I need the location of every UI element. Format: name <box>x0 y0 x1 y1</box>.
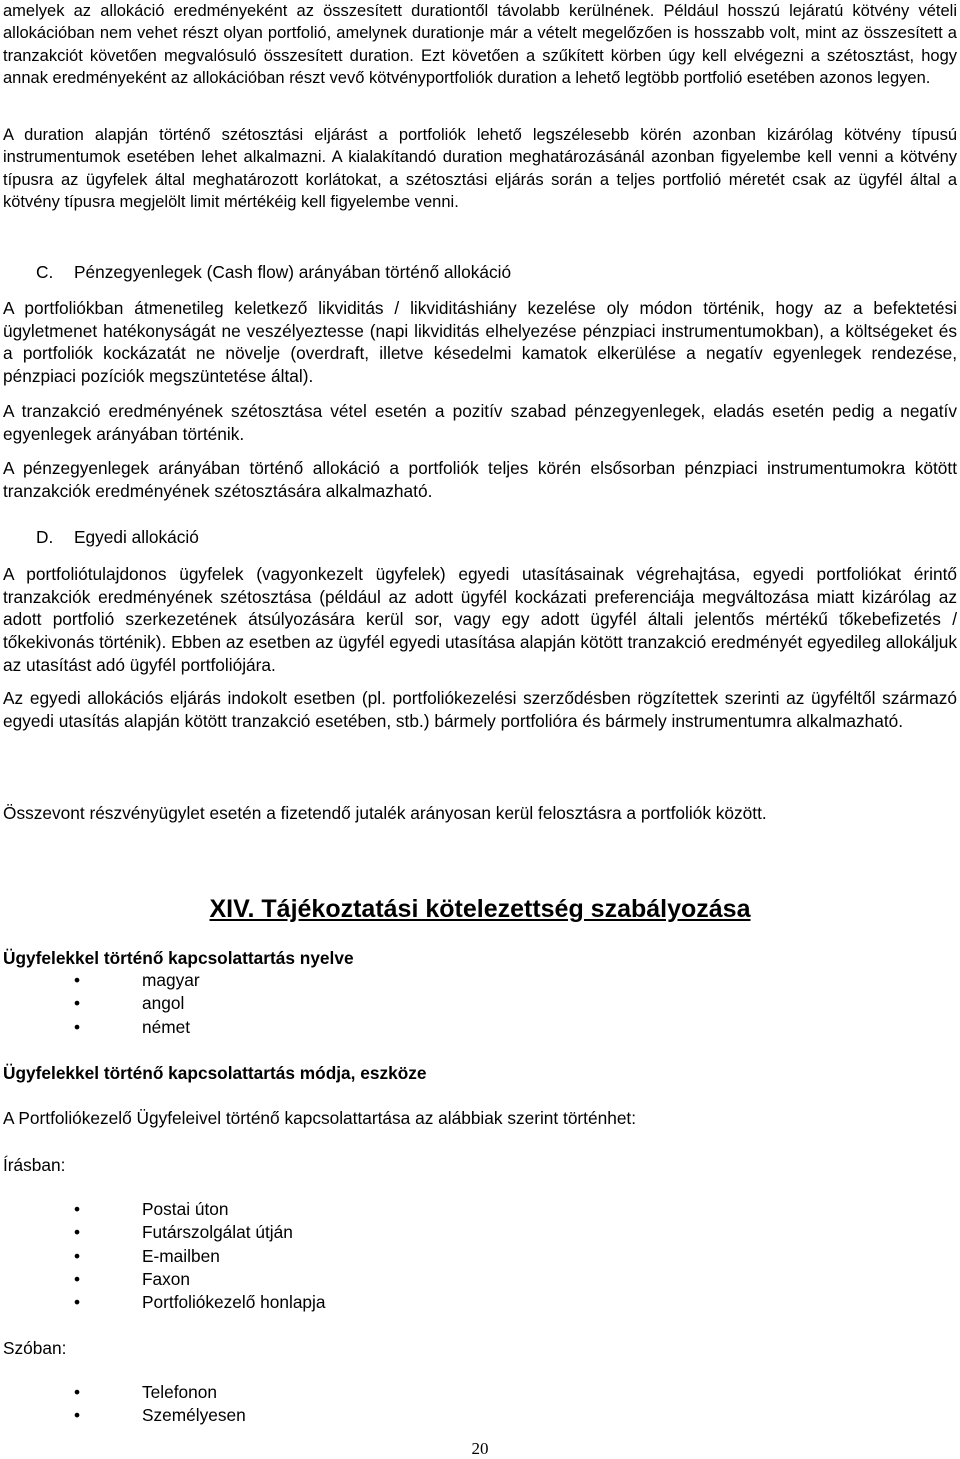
list-item-label: Futárszolgálat útján <box>142 1222 293 1243</box>
chapter-title: XIV. Tájékoztatási kötelezettség szabályozása <box>209 895 751 923</box>
list-item <box>3 992 200 1015</box>
bullet-icon: • <box>74 1268 81 1289</box>
bullet-icon: • <box>74 970 81 990</box>
bullet-icon: • <box>74 1245 81 1266</box>
list-item-label: Telefonon <box>142 1382 217 1402</box>
paragraph-cash-3: A pénzegyenlegek arányában történő allokáció a portfoliók teljes körén elsősorban pénzpiaci instrumentumokra kötött tranzakciók eredményének szétosztására alkalmazható. <box>3 458 957 501</box>
mode-heading: Ügyfelekkel történő kapcsolattartás módja, eszköze <box>3 1063 427 1083</box>
list-item <box>3 1198 326 1221</box>
section-d-letter: D. <box>36 527 54 547</box>
bullet-icon: • <box>74 1016 81 1037</box>
section-d-heading <box>3 526 199 549</box>
paragraph-cash-2: A tranzakció eredményének szétosztása vétel esetén a pozitív szabad pénzegyenlegek, eladás esetén pedig a negatív egyenlegek arányában történik. <box>3 401 957 444</box>
paragraph-duration-2: A duration alapján történő szétosztási eljárást a portfoliók lehető legszélesebb körén azonban kizárólag kötvény típusú instrumentumok esetében lehet alkalmazni. A kialakítandó duration meghatározásánál azonban figyelembe kell venni a kötvény típusra az ügyfelek által meghatározott korlátokat, a szétosztási eljárás során a teljes portfolió méretét csak az ügyfél által a kötvény típusra megjelölt limit mértékéig kell figyelembe venni. <box>3 126 957 211</box>
list-item <box>3 1268 326 1291</box>
paragraph-individual-2: Az egyedi allokációs eljárás indokolt esetben (pl. portfoliókezelési szerződésben rögzítettek szerinti az ügyféltől származó egyedi utasítás alapján kötött tranzakció esetében, stb.) bármely portfolióra és bármely instrumentumra alkalmazható. <box>3 688 957 731</box>
list-item-label: angol <box>142 993 185 1014</box>
list-item <box>3 1221 326 1244</box>
list-item <box>3 969 200 992</box>
section-c-letter: C. <box>36 262 54 282</box>
list-item-label: Portfoliókezelő honlapja <box>142 1292 326 1313</box>
list-item-label: magyar <box>142 970 200 990</box>
page-number: 20 <box>471 1439 489 1458</box>
list-item-label: német <box>142 1016 191 1037</box>
list-item-label: Faxon <box>142 1268 191 1289</box>
language-heading: Ügyfelekkel történő kapcsolattartás nyelve <box>3 948 354 968</box>
paragraph-individual-1: A portfoliótulajdonos ügyfelek (vagyonkezelt ügyfelek) egyedi utasításainak végrehajtása, egyedi portfoliókat érintő tranzakciók eredményének szétosztása (például az adott ügyfél kockázati preferenciája megváltozása miatt kizárólag az adott portfolió szerkezetének átsúlyozására kerül sor, vagy egy adott ügyfél általi jelentős mértékű tőkebefizetés / tőkekivonás történik). Ebben az esetben az ügyfél egyedi utasítása alapján kötött tranzakció eredményét egyedileg allokáljuk az utasítást adó ügyfél portfoliójára. <box>3 564 957 675</box>
bullet-icon: • <box>74 993 81 1014</box>
list-item-label: Személyesen <box>142 1405 246 1426</box>
paragraph-duration-1: amelyek az allokáció eredményeként az összesített durationtől távolabb kerülnének. Például hosszú lejáratú kötvény vételi allokációban nem vehet részt olyan portfolió, amelynek durationje már a vételt megelőzően is hosszabb volt, mint az összesített a tranzakciót követően megvalósuló összesített duration. Ezt követően a szűkített körben úgy kell elvégezni a szétosztást, hogy annak eredményeként az allokációban részt vevő kötvényportfoliók duration a lehető legtöbb portfolió esetében azonos legyen. <box>3 2 957 87</box>
section-c-title: Pénzegyenlegek (Cash flow) arányában történő allokáció <box>74 262 512 282</box>
paragraph-commission: Összevont részvényügylet esetén a fizetendő jutalék arányosan kerül felosztásra a portfoliók között. <box>3 803 767 823</box>
list-item <box>3 1016 200 1039</box>
list-item-label: Postai úton <box>142 1199 229 1219</box>
language-list <box>3 969 200 1039</box>
written-list <box>3 1198 326 1314</box>
bullet-icon: • <box>74 1405 81 1426</box>
bullet-icon: • <box>74 1199 81 1219</box>
list-item <box>3 1291 326 1314</box>
oral-label: Szóban: <box>3 1338 67 1358</box>
section-d-title: Egyedi allokáció <box>74 527 199 547</box>
section-c-heading <box>3 261 511 284</box>
list-item <box>3 1404 246 1427</box>
paragraph-cash-1: A portfoliókban átmenetileg keletkező likviditás / likviditáshiány kezelése oly módon történik, hogy az a befektetési ügyletmenet hatékonyságát ne veszélyeztesse (napi likviditás elhelyezése pénzpiaci instrumentumokban), a költségeket és a portfoliók kockázatát ne növelje (overdraft, illetve késedelmi kamatok elkerülése a negatív egyenlegek rendezése, pénzpiaci pozíciók megszüntetése által). <box>3 298 957 387</box>
bullet-icon: • <box>74 1292 81 1313</box>
written-label: Írásban: <box>3 1155 66 1175</box>
bullet-icon: • <box>74 1222 81 1243</box>
bullet-icon: • <box>74 1382 81 1402</box>
list-item <box>3 1381 246 1404</box>
contact-intro: A Portfoliókezelő Ügyfeleivel történő kapcsolattartása az alábbiak szerint történhet: <box>3 1108 637 1128</box>
list-item-label: E-mailben <box>142 1245 220 1266</box>
list-item <box>3 1245 326 1268</box>
oral-list <box>3 1381 246 1428</box>
